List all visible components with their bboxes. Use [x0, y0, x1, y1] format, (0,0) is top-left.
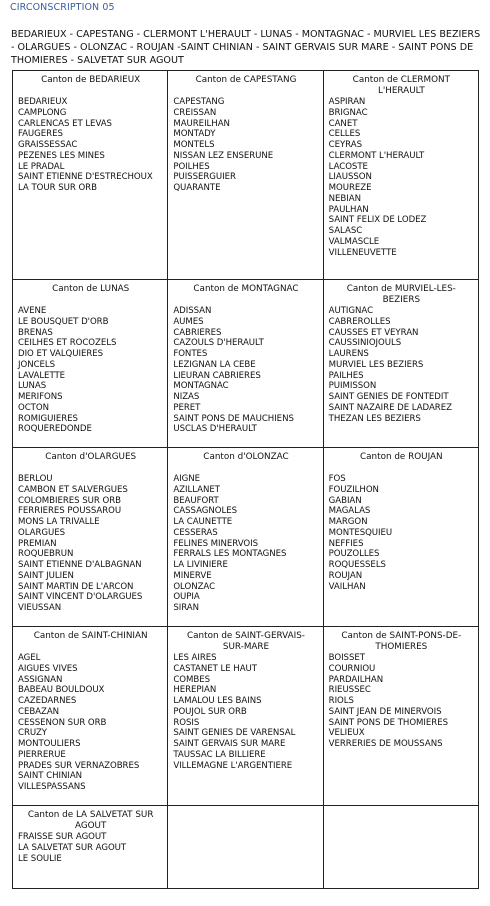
commune-item: MAGALAS [328, 506, 371, 517]
canton-cell [13, 806, 168, 889]
commune-item: PERET [173, 402, 201, 413]
commune-item: CASSAGNOLES [173, 506, 237, 517]
commune-item: LIAUSSON [328, 172, 372, 183]
canton-cell [168, 627, 323, 806]
canton-title: Canton de LA SALVETAT SUR AGOUT [27, 810, 154, 831]
commune-item: CABREROLLES [328, 316, 391, 327]
commune-item: VILLESPASSANS [18, 782, 86, 792]
canton-title: Canton de ROUJAN [360, 452, 443, 462]
commune-item: MERIFONS [18, 392, 63, 402]
commune-item: MINERVE [173, 570, 212, 581]
canton-title: Canton de SAINT-GERVAIS-SUR-MARE [187, 631, 305, 652]
commune-item: MOUREZE [328, 183, 372, 193]
commune-item: POUJOL SUR ORB [173, 706, 247, 717]
commune-item: AZILLANET [173, 484, 220, 495]
commune-item: ADISSAN [173, 306, 212, 316]
commune-item: ROMIGUIERES [18, 413, 78, 424]
commune-item: PAULHAN [328, 204, 369, 215]
commune-item: LE SOULIE [18, 853, 62, 864]
commune-item: FELINES MINERVOIS [173, 538, 259, 549]
commune-item: CABRIERES [173, 327, 222, 338]
commune-item: NEBIAN [328, 193, 361, 204]
commune-item: OLONZAC [173, 581, 216, 592]
commune-item: SAINT ETIENNE D'ESTRECHOUX [18, 172, 153, 183]
commune-item: NIZAS [173, 392, 200, 402]
commune-item: VERRERIES DE MOUSSANS [328, 739, 443, 749]
commune-item: SAINT NAZAIRE DE LADAREZ [328, 402, 452, 413]
commune-item: PAILHES [328, 370, 364, 381]
commune-item: GRAISSESSAC [18, 140, 78, 150]
commune-item: ROUJAN [328, 570, 363, 581]
commune-item: ROQUEREDONDE [18, 424, 92, 435]
commune-item: MONTESQUIEU [328, 527, 393, 538]
empty-cell [168, 806, 323, 889]
commune-item: THEZAN LES BEZIERS [328, 413, 421, 424]
commune-item: FRAISSE SUR AGOUT [18, 832, 107, 842]
commune-item: LA CAUNETTE [173, 517, 233, 527]
commune-list [18, 97, 163, 194]
commune-item: PRADES SUR VERNAZOBRES [18, 760, 140, 771]
commune-item: CAZOULS D'HERAULT [173, 338, 264, 349]
commune-list [18, 474, 163, 614]
commune-item: BERLOU [18, 474, 53, 484]
commune-item: BRIGNAC [328, 107, 368, 118]
canton-title: Canton de SAINT-PONS-DE-THOMIERES [341, 631, 462, 652]
commune-item: PUIMISSON [328, 381, 377, 392]
canton-cell [168, 280, 323, 448]
commune-item: SAINT JULIEN [18, 570, 74, 581]
commune-item: BABEAU BOULDOUX [18, 685, 105, 696]
commune-item: COURNIOU [328, 663, 376, 674]
commune-item: PREMIAN [18, 538, 57, 549]
commune-item: MURVIEL LES BEZIERS [328, 359, 424, 370]
commune-item: SAINT VINCENT D'OLARGUES [18, 592, 143, 603]
commune-item: FERRALS LES MONTAGNES [173, 549, 287, 560]
commune-item: BRENAS [18, 327, 53, 338]
commune-list [18, 653, 163, 793]
commune-item: BEAUFORT [173, 495, 219, 506]
commune-item: AIGUES VIVES [18, 663, 78, 674]
commune-item: ROSIS [173, 717, 200, 728]
canton-title: Canton d'OLONZAC [203, 452, 289, 462]
commune-item: SAINT GENIES DE FONTEDIT [328, 392, 449, 402]
canton-cell [323, 71, 478, 280]
commune-item: DIO ET VALQUIERES [18, 349, 104, 359]
commune-item: LA LIVINIERE [173, 560, 228, 570]
table-row [13, 627, 479, 806]
commune-item: FOUZILHON [328, 484, 379, 495]
commune-item: PIERRERUE [18, 749, 66, 760]
commune-item: LUNAS [18, 381, 47, 392]
commune-item: FERRIERES POUSSAROU [18, 506, 122, 517]
commune-item: CLERMONT L'HERAULT [328, 150, 425, 161]
commune-item: SAINT CHINIAN [18, 771, 83, 782]
commune-item: CRUZY [18, 728, 47, 739]
commune-item: VAILHAN [328, 581, 366, 592]
commune-item: USCLAS D'HERAULT [173, 424, 257, 435]
commune-list [18, 832, 163, 864]
commune-item: POILHES [173, 161, 210, 172]
commune-item: AVENE [18, 306, 47, 316]
commune-item: CASTANET LE HAUT [173, 663, 257, 674]
commune-item: LIEURAN CABRIERES [173, 370, 261, 381]
commune-item: QUARANTE [173, 183, 221, 193]
commune-item: LAMALOU LES BAINS [173, 696, 262, 706]
commune-list [173, 474, 318, 614]
commune-item: MAUREILHAN [173, 118, 230, 129]
canton-title: Canton de CLERMONT L'HERAULT [352, 75, 450, 96]
commune-list [329, 653, 474, 750]
canton-cell [13, 71, 168, 280]
canton-cell [13, 627, 168, 806]
commune-item: LACOSTE [328, 161, 368, 172]
commune-item: NEFFIES [328, 538, 364, 549]
commune-item: COLOMBIERES SUR ORB [18, 495, 122, 506]
commune-item: CEYRAS [328, 140, 362, 150]
commune-item: CREISSAN [173, 107, 217, 118]
commune-item: PUISSERGUIER [173, 172, 236, 183]
commune-item: FOS [328, 474, 346, 484]
commune-item: VIEUSSAN [18, 603, 62, 613]
page-title: CIRCONSCRIPTION 05 [10, 2, 115, 13]
commune-item: SAINT JEAN DE MINERVOIS [328, 706, 442, 717]
commune-item: CEBAZAN [18, 706, 60, 717]
commune-item: MONTAGNAC [173, 381, 229, 392]
commune-item: AUTIGNAC [328, 306, 374, 316]
commune-item: SAINT ETIENNE D'ALBAGNAN [18, 560, 142, 570]
commune-list [18, 306, 163, 435]
commune-item: SAINT GENIES DE VARENSAL [173, 728, 296, 739]
commune-list [329, 474, 474, 592]
commune-item: CARLENCAS ET LEVAS [18, 118, 112, 129]
commune-item: TAUSSAC LA BILLIERE [173, 749, 266, 760]
canton-title: Canton de MONTAGNAC [193, 284, 299, 294]
commune-item: ASPIRAN [328, 97, 366, 107]
commune-item: PEZENES LES MINES [18, 150, 105, 161]
commune-item: SAINT MARTIN DE L'ARCON [18, 581, 134, 592]
commune-item: CANET [328, 118, 358, 129]
table-row [13, 448, 479, 627]
commune-item: SAINT GERVAIS SUR MARE [173, 739, 286, 749]
commune-item: CAUSSINIOJOULS [328, 338, 402, 349]
commune-item: CAPESTANG [173, 97, 225, 107]
commune-item: COMBES [173, 674, 210, 685]
commune-item: SIRAN [173, 603, 199, 613]
commune-list [173, 653, 318, 771]
commune-item: BEDARIEUX [18, 97, 68, 107]
commune-item: CAMBON ET SALVERGUES [18, 484, 128, 495]
commune-item: OLARGUES [18, 527, 66, 538]
commune-item: RIEUSSEC [328, 685, 371, 696]
commune-item: LE BOUSQUET D'ORB [18, 316, 109, 327]
commune-item: SAINT FELIX DE LODEZ [328, 215, 427, 226]
canton-title: Canton de LUNAS [52, 284, 130, 294]
commune-item: HEREPIAN [173, 685, 217, 696]
commune-item: SALASC [328, 226, 363, 236]
canton-title: Canton d'OLARGUES [45, 452, 137, 462]
commune-item: AUMES [173, 316, 204, 327]
commune-item: ASSIGNAN [18, 674, 63, 685]
commune-item: FONTES [173, 349, 208, 359]
commune-item: VILLENEUVETTE [328, 247, 397, 258]
canton-cell [168, 71, 323, 280]
commune-item: OCTON [18, 402, 49, 413]
commune-item: CAZEDARNES [18, 696, 77, 706]
circonscription-cantons-summary: BEDARIEUX - CAPESTANG - CLERMONT L'HERAULT - LUNAS - MONTAGNAC - MURVIEL LES BEZIERS - OLARGUES - OLONZAC - ROUJAN -SAINT CHINIAN - SAINT GERVAIS SUR MARE - SAINT PONS DE THOMIERES - SALVETAT SUR AGOUT [11, 29, 481, 66]
commune-item: JONCELS [18, 359, 56, 370]
canton-cell [13, 448, 168, 627]
commune-item: MONTADY [173, 129, 216, 140]
commune-item: GABIAN [328, 495, 362, 506]
commune-item: LEZIGNAN LA CEBE [173, 359, 256, 370]
canton-cell [168, 448, 323, 627]
commune-list [329, 306, 474, 424]
commune-item: POUZOLLES [328, 549, 380, 560]
commune-list [173, 97, 318, 194]
commune-item: RIOLS [328, 696, 354, 706]
commune-item: OUPIA [173, 592, 200, 603]
table-row [13, 806, 479, 889]
commune-item: NISSAN LEZ ENSERUNE [173, 150, 274, 161]
commune-item: MONTELS [173, 140, 215, 150]
commune-item: LA TOUR SUR ORB [18, 183, 97, 193]
table-row [13, 71, 479, 280]
canton-cell [323, 280, 478, 448]
canton-table [12, 70, 479, 889]
commune-item: CEILHES ET ROCOZELS [18, 338, 117, 349]
commune-item: VALMASCLE [328, 236, 380, 247]
commune-item: VILLEMAGNE L'ARGENTIERE [173, 760, 293, 771]
canton-title: Canton de SAINT-CHINIAN [33, 631, 148, 641]
commune-item: CESSENON SUR ORB [18, 717, 107, 728]
commune-item: CAMPLONG [18, 107, 67, 118]
canton-cell [13, 280, 168, 448]
commune-item: ROQUESSELS [328, 560, 386, 570]
empty-cell [323, 806, 478, 889]
commune-item: FAUGERES [18, 129, 63, 140]
commune-item: CAUSSES ET VEYRAN [328, 327, 419, 338]
commune-item: MARGON [328, 517, 368, 527]
canton-title: Canton de CAPESTANG [195, 75, 297, 85]
canton-title: Canton de BEDARIEUX [41, 75, 141, 85]
commune-item: SAINT PONS DE MAUCHIENS [173, 413, 294, 424]
commune-list [329, 97, 474, 258]
commune-item: CELLES [328, 129, 361, 140]
commune-item: MONS LA TRIVALLE [18, 517, 100, 527]
commune-item: BOISSET [328, 653, 365, 663]
commune-item: LA SALVETAT SUR AGOUT [18, 842, 127, 853]
commune-item: AGEL [18, 653, 41, 663]
commune-item: PARDAILHAN [328, 674, 384, 685]
table-row [13, 280, 479, 448]
commune-item: ROQUEBRUN [18, 549, 74, 560]
commune-item: LAVALETTE [18, 370, 66, 381]
canton-cell [323, 627, 478, 806]
commune-item: LAURENS [328, 349, 369, 359]
commune-item: LE PRADAL [18, 161, 65, 172]
commune-item: MONTOULIERS [18, 739, 81, 749]
commune-list [173, 306, 318, 435]
canton-title: Canton de MURVIEL-LES-BEZIERS [346, 284, 456, 305]
commune-item: LES AIRES [173, 653, 217, 663]
commune-item: VELIEUX [328, 728, 365, 739]
canton-cell [323, 448, 478, 627]
commune-item: CESSERAS [173, 527, 218, 538]
commune-item: AIGNE [173, 474, 201, 484]
commune-item: SAINT PONS DE THOMIERES [328, 717, 448, 728]
